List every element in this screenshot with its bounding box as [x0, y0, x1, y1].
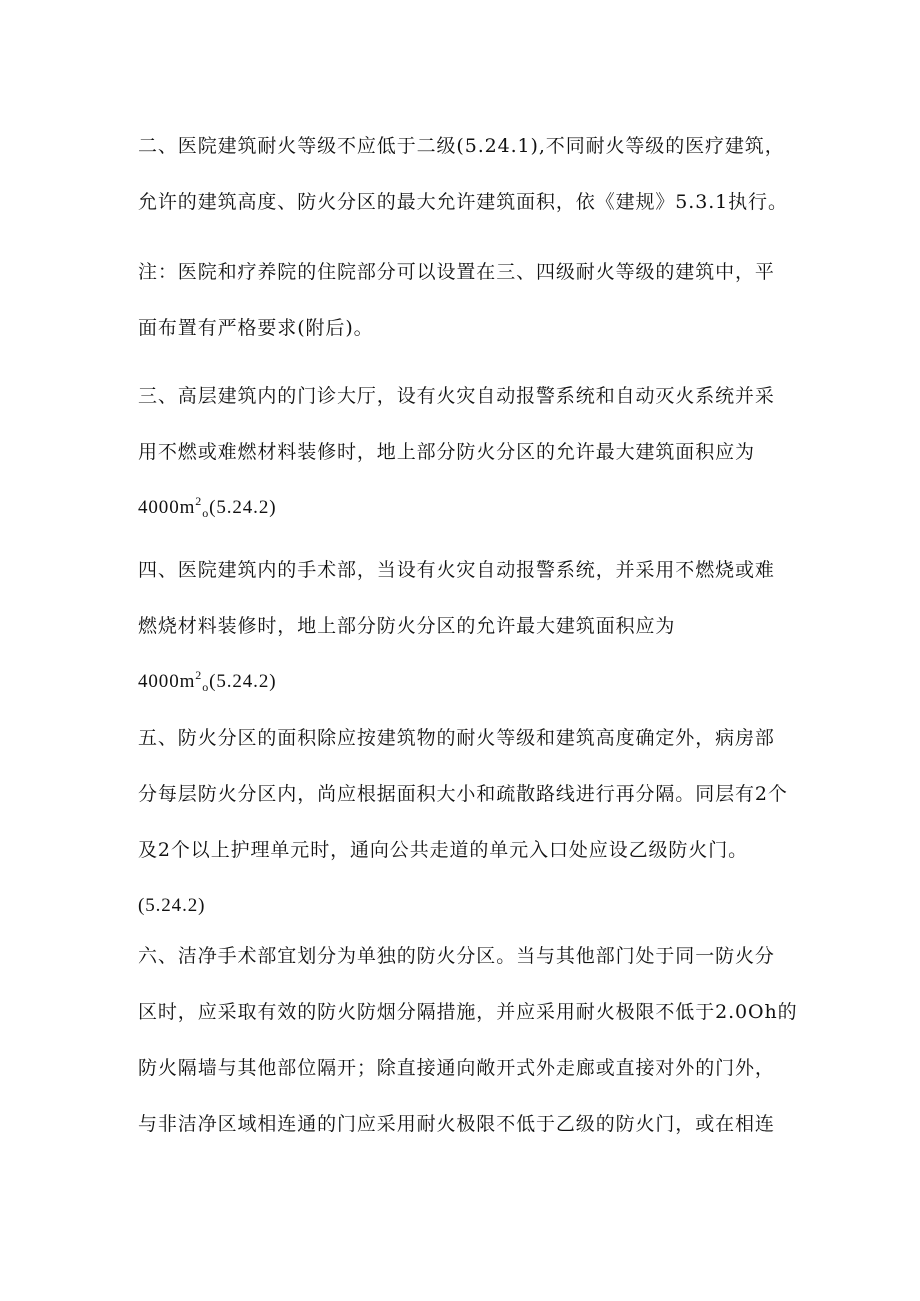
area-value: 4000m — [138, 671, 196, 692]
paragraph-3 — [138, 382, 798, 550]
text-line: 允许的建筑高度、防火分区的最大允许建筑面积，依《建规》5.3.1执行。 — [138, 191, 788, 213]
paragraph-2 — [138, 132, 798, 244]
paragraph-4 — [138, 556, 798, 724]
text-line: 五、防火分区的面积除应按建筑物的耐火等级和建筑高度确定外，病房部 — [138, 727, 775, 749]
area-superscript: 2 — [195, 494, 203, 508]
text-line: (5.24.2) — [138, 895, 206, 916]
paragraph-note — [138, 258, 798, 370]
area-subscript: o — [202, 680, 210, 694]
text-line: 燃烧材料装修时，地上部分防火分区的允许最大建筑面积应为 — [138, 615, 676, 637]
paragraph-6 — [138, 942, 798, 1166]
text-line: 四、医院建筑内的手术部，当设有火灾自动报警系统，并采用不燃烧或难 — [138, 559, 775, 581]
text-line: 注：医院和疗养院的住院部分可以设置在三、四级耐火等级的建筑中，平 — [138, 261, 775, 283]
text-line: 用不燃或难燃材料装修时，地上部分防火分区的允许最大建筑面积应为 — [138, 441, 755, 463]
text-line: 分每层防火分区内，尚应根据面积大小和疏散路线进行再分隔。同层有2个 — [138, 783, 788, 805]
clause-reference: (5.24.2) — [209, 671, 277, 692]
area-line — [138, 494, 798, 550]
area-superscript: 2 — [195, 668, 203, 682]
text-line: 六、洁净手术部宜划分为单独的防火分区。当与其他部门处于同一防火分 — [138, 945, 775, 967]
text-line: 区时，应采取有效的防火防烟分隔措施，并应采用耐火极限不低于2.0Oh的 — [138, 1001, 798, 1023]
text-line: 三、高层建筑内的门诊大厅，设有火灾自动报警系统和自动灭火系统并采 — [138, 385, 775, 407]
paragraph-5 — [138, 724, 798, 948]
area-subscript: o — [202, 506, 210, 520]
text-line: 及2个以上护理单元时，通向公共走道的单元入口处应设乙级防火门。 — [138, 839, 748, 861]
text-line: 与非洁净区域相连通的门应采用耐火极限不低于乙级的防火门，或在相连 — [138, 1113, 775, 1135]
text-line: 二、医院建筑耐火等级不应低于二级(5.24.1),不同耐火等级的医疗建筑， — [138, 135, 785, 157]
clause-reference: (5.24.2) — [209, 497, 277, 518]
area-line — [138, 668, 798, 724]
text-line: 防火隔墙与其他部位隔开；除直接通向敞开式外走廊或直接对外的门外， — [138, 1057, 775, 1079]
text-line: 面布置有严格要求(附后)。 — [138, 317, 374, 339]
area-value: 4000m — [138, 497, 196, 518]
